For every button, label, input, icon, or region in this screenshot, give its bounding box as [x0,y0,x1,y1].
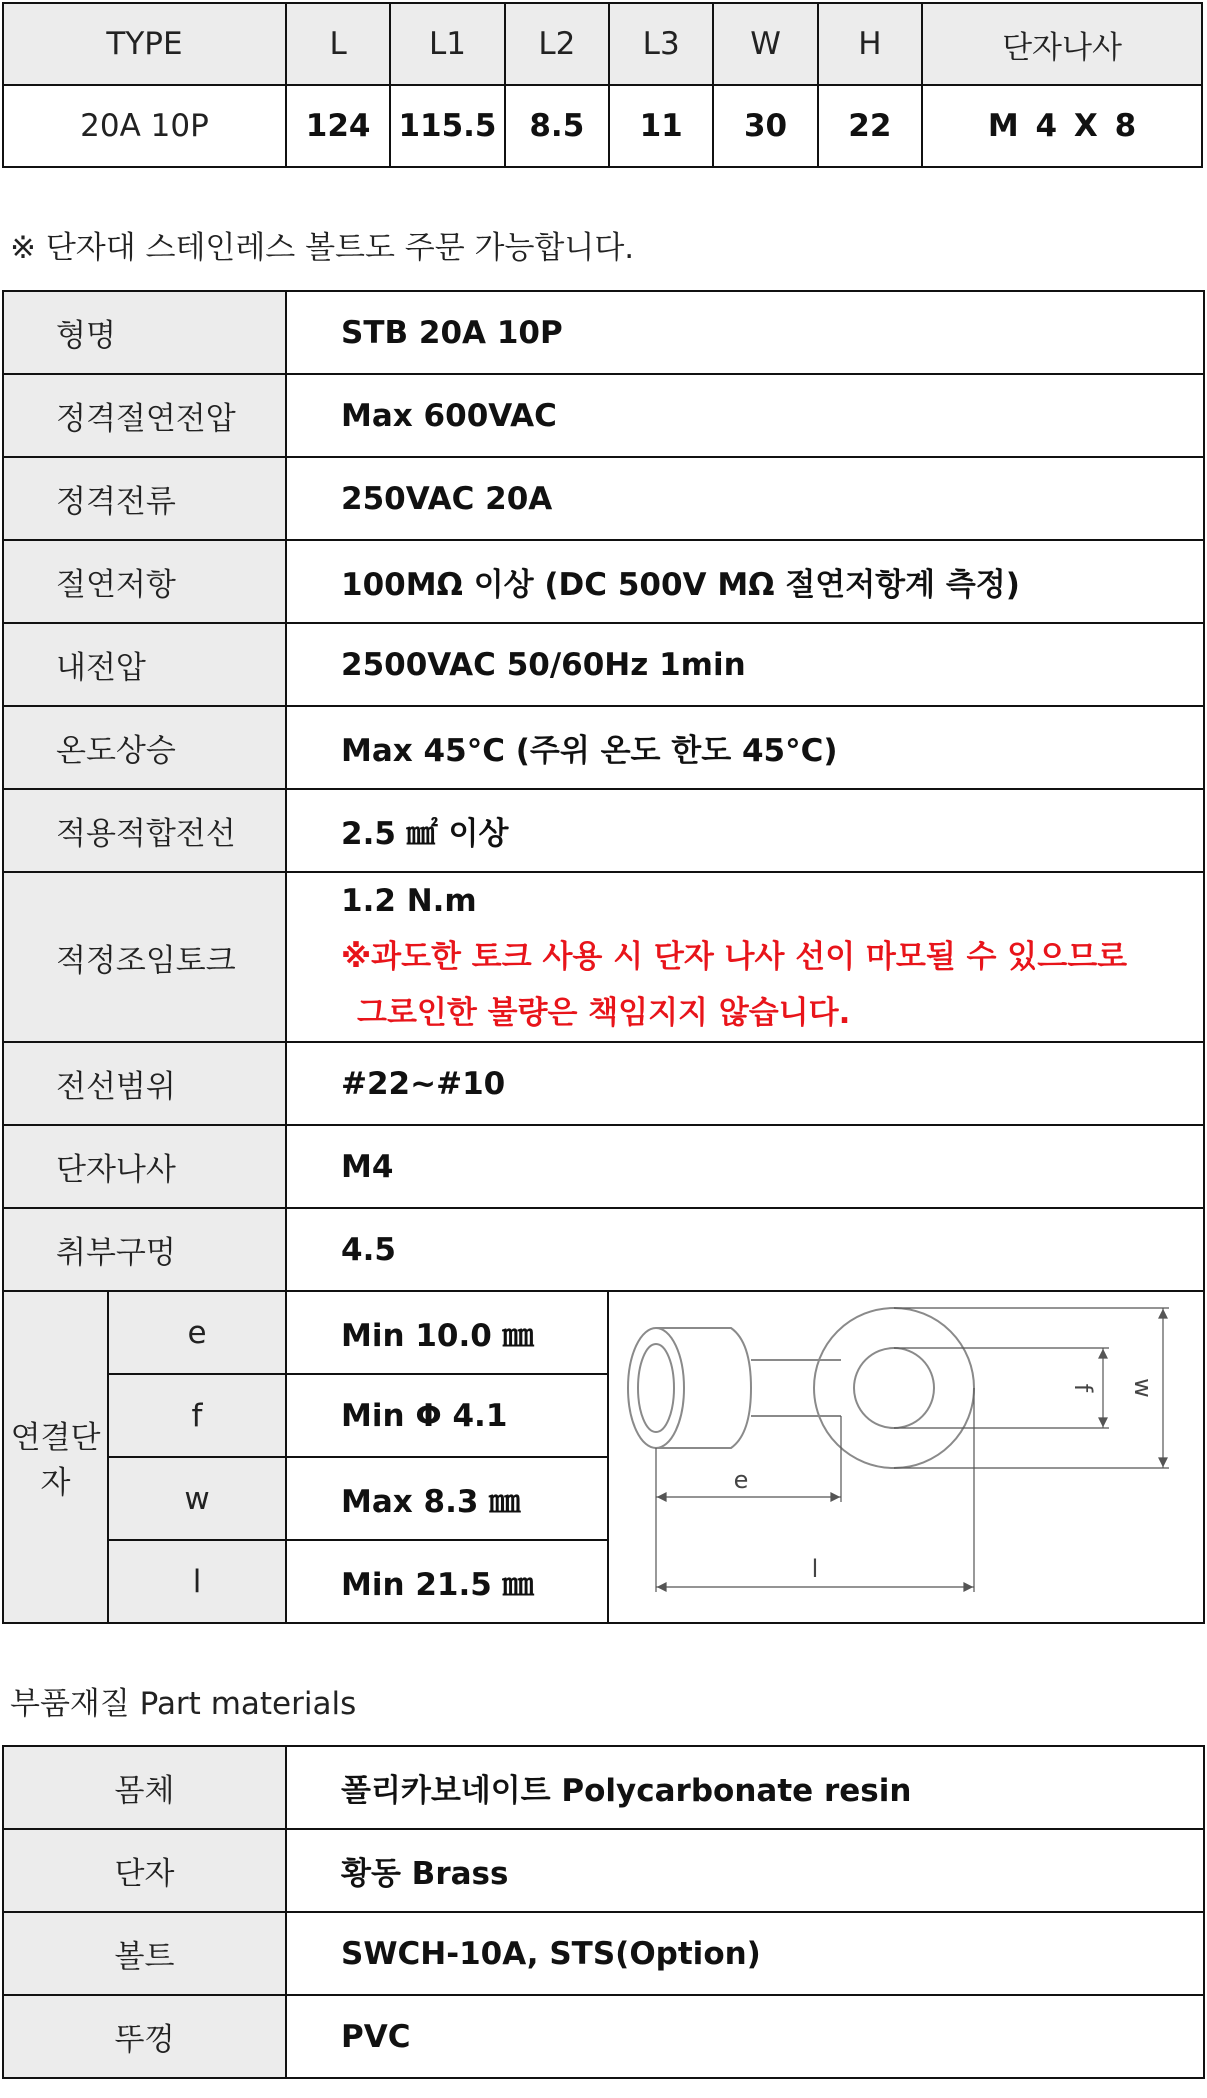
prop-label: 내전압 [3,623,286,706]
spec-header-w: W [713,3,817,85]
connection-sym-e: e [108,1291,286,1374]
material-value: SWCH-10A, STS(Option) [286,1912,1204,1995]
spec-header-l3: L3 [609,3,713,85]
material-label: 볼트 [3,1912,286,1995]
barrel-inner [638,1344,674,1432]
torque-warning-line1: ※과도한 토크 사용 시 단자 나사 선이 마모될 수 있으므로 [341,939,1128,975]
dim-label-f: f [1069,1383,1097,1393]
connection-value-f: Min Φ 4.1 [286,1374,608,1457]
prop-value: 2500VAC 50/60Hz 1min [286,623,1204,706]
prop-value: 4.5 [286,1208,1204,1291]
spec-header-l1: L1 [390,3,504,85]
connection-label: 연결단자 [3,1291,108,1623]
ring-terminal-diagram [609,1292,1205,1622]
spec-l1-value: 115.5 [390,85,504,167]
barrel-end [628,1328,684,1448]
dim-label-e: e [733,1466,749,1494]
prop-value: 100MΩ 이상 (DC 500V MΩ 절연저항계 측정) [286,540,1204,623]
material-value: 황동 Brass [286,1829,1204,1912]
neck [751,1360,841,1416]
spec-header-h: H [818,3,922,85]
ring-terminal-diagram-cell [608,1291,1204,1623]
barrel-body [656,1328,751,1448]
dim-label-w: w [1129,1378,1157,1398]
spec-l3-value: 11 [609,85,713,167]
material-label: 몸체 [3,1746,286,1829]
prop-label: 정격절연전압 [3,374,286,457]
spec-header-type: TYPE [3,3,286,85]
torque-warning-line2: 그로인한 불량은 책임지지 않습니다. [357,995,851,1031]
connection-sym-f: f [108,1374,286,1457]
spec-w-value: 30 [713,85,817,167]
prop-label: 정격전류 [3,457,286,540]
ring-hole [854,1348,934,1428]
spec-l-value: 124 [286,85,390,167]
torque-value: 1.2 N.m [341,883,477,919]
dim-label-l: l [811,1555,819,1583]
ring-outer [814,1308,974,1468]
material-value: 폴리카보네이트 Polycarbonate resin [286,1746,1204,1829]
material-label: 뚜껑 [3,1995,286,2078]
prop-label: 적용적합전선 [3,789,286,872]
prop-value: Max 600VAC [286,374,1204,457]
spec-header-l: L [286,3,390,85]
spec-h-value: 22 [818,85,922,167]
prop-label: 온도상승 [3,706,286,789]
connection-value-l: Min 21.5 ㎜ [286,1540,608,1623]
material-label: 단자 [3,1829,286,1912]
material-value: PVC [286,1995,1204,2078]
prop-value: M4 [286,1125,1204,1208]
prop-label: 전선범위 [3,1042,286,1125]
properties-table [2,290,1205,1624]
prop-label: 취부구멍 [3,1208,286,1291]
prop-value: Max 45°C (주위 온도 한도 45°C) [286,706,1204,789]
prop-label: 절연저항 [3,540,286,623]
prop-value: 2.5 ㎟ 이상 [286,789,1204,872]
torque-cell [286,872,1204,1042]
spec-table [2,2,1203,168]
connection-value-e: Min 10.0 ㎜ [286,1291,608,1374]
torque-label: 적정조임토크 [3,872,286,1042]
prop-label: 단자나사 [3,1125,286,1208]
spec-l2-value: 8.5 [505,85,609,167]
prop-value: 250VAC 20A [286,457,1204,540]
connection-value-w: Max 8.3 ㎜ [286,1457,608,1540]
spec-header-screw: 단자나사 [922,3,1202,85]
prop-value: #22~#10 [286,1042,1204,1125]
connection-sym-w: w [108,1457,286,1540]
stainless-note: ※ 단자대 스테인레스 볼트도 주문 가능합니다. [10,230,635,266]
connection-sym-l: l [108,1540,286,1623]
spec-header-l2: L2 [505,3,609,85]
materials-table [2,1745,1205,2079]
prop-value: STB 20A 10P [286,291,1204,374]
materials-title: 부품재질 Part materials [10,1686,357,1722]
spec-screw-value: M 4 X 8 [922,85,1202,167]
prop-label: 형명 [3,291,286,374]
spec-type-value: 20A 10P [3,85,286,167]
